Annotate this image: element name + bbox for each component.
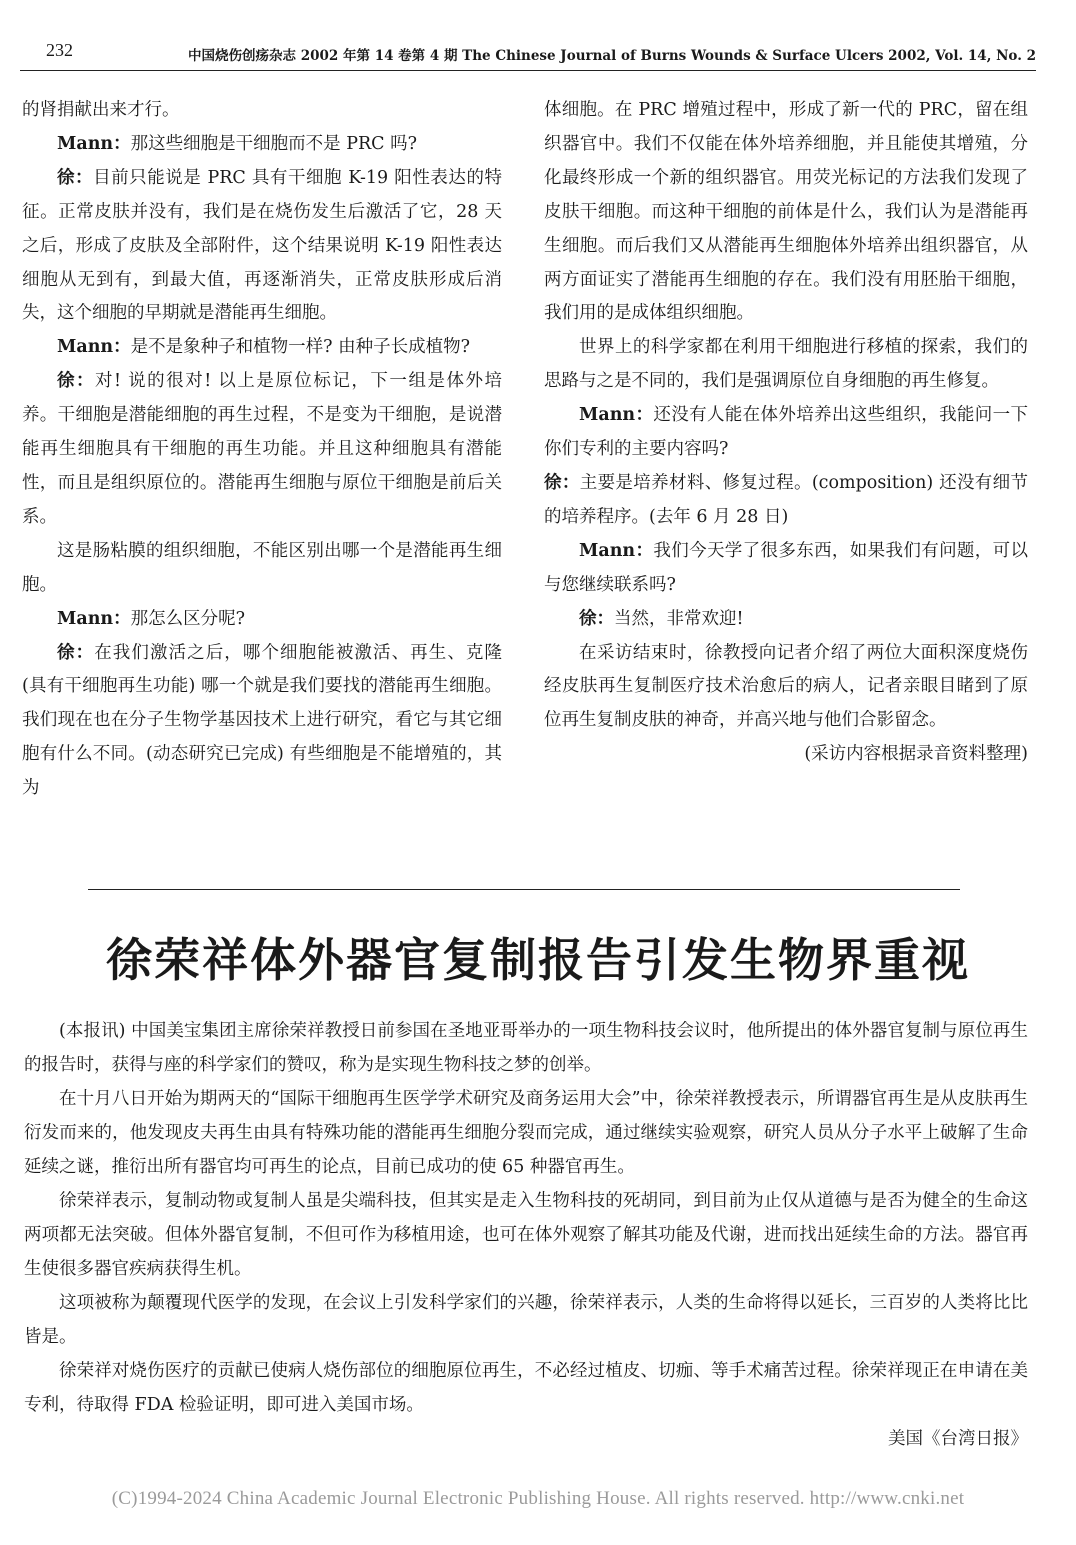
section-divider — [88, 889, 960, 890]
page-header — [46, 40, 1036, 66]
article-paragraph: 这项被称为颠覆现代医学的发现，在会议上引发科学家们的兴趣，徐荣祥表示，人类的生命将得以延长，三百岁的人类将比比皆是。 — [24, 1293, 1028, 1347]
paragraph: Mann：是不是象种子和植物一样? 由种子长成植物? — [57, 337, 470, 358]
paragraph: Mann：还没有人能在体外培养出这些组织，我能问一下你们专利的主要内容吗? — [544, 405, 1028, 460]
paragraph: 徐：当然，非常欢迎! — [579, 608, 744, 629]
paragraph: 的肾捐献出来才行。 — [22, 100, 180, 120]
news-article — [24, 1014, 1028, 1456]
header-rule — [20, 70, 1036, 71]
copyright-footer: (C)1994-2024 China Academic Journal Electronic Publishing House. All rights reserved. http://www.cnki.net — [111, 1488, 965, 1509]
paragraph: 在采访结束时，徐教授向记者介绍了两位大面积深度烧伤经皮肤再生复制医疗技术治愈后的病人，记者亲眼目睹到了原位再生复制皮肤的神奇，并高兴地与他们合影留念。 — [544, 642, 1028, 731]
article-paragraph: 徐荣祥对烧伤医疗的贡献已使病人烧伤部位的细胞原位再生，不必经过植皮、切痂、等手术痛苦过程。徐荣祥现正在申请在美专利，待取得 FDA 检验证明，即可进入美国市场。 — [24, 1361, 1028, 1415]
paragraph: 这是肠粘膜的组织细胞，不能区别出哪一个是潜能再生细胞。 — [22, 540, 502, 595]
article-paragraph: (本报讯) 中国美宝集团主席徐荣祥教授日前参国在圣地亚哥举办的一项生物科技会议时，他所提出的体外器官复制与原位再生的报告时，获得与座的科学家们的赞叹，称为是实现生物科技之梦的创举。 — [24, 1021, 1028, 1075]
page-number: 232 — [46, 40, 73, 60]
paragraph: 徐：对! 说的很对! 以上是原位标记，下一组是体外培养。干细胞是潜能细胞的再生过程，不是变为干细胞，是说潜能再生细胞具有干细胞的再生功能。并且这种细胞具有潜能性，而且是组织原位的。潜能再生细胞与原位干细胞是前后关系。 — [22, 371, 502, 527]
running-title: 中国烧伤创疡杂志 2002 年第 14 卷第 4 期 The Chinese Journal of Burns Wounds & Surface Ulcers 2002, Vol. 14, No. 2 — [188, 48, 1036, 64]
paragraph: Mann：那怎么区分呢? — [57, 608, 246, 629]
article-paragraph: 在十月八日开始为期两天的“国际干细胞再生医学学术研究及商务运用大会”中，徐荣祥教授表示，所谓器官再生是从皮肤再生衍发而来的，他发现皮夫再生由具有特殊功能的潜能再生细胞分裂而完成，通过继续实验观察，研究人员从分子水平上破解了生命延续之谜，推衍出所有器官均可再生的论点，目前已成功的使 65 种器官再生。 — [24, 1089, 1028, 1177]
paragraph: 徐：目前只能说是 PRC 具有干细胞 K-19 阳性表达的特征。正常皮肤并没有，我们是在烧伤发生后激活了它，28 天之后，形成了皮肤及全部附件，这个结果说明 K-19 阳性表达细胞从无到有，到最大值，再逐渐消失，正常皮肤形成后消失，这个细胞的早期就是潜能再生细胞。 — [22, 167, 503, 324]
right-column — [544, 94, 1028, 772]
paragraph: 徐：主要是培养材料、修复过程。(composition) 还没有细节的培养程序。(去年 6 月 28 日) — [544, 472, 1029, 527]
paragraph: Mann：我们今天学了很多东西，如果我们有问题，可以与您继续联系吗? — [544, 540, 1028, 595]
article-source: 美国《台湾日报》 — [888, 1429, 1028, 1449]
left-column — [22, 94, 502, 806]
paragraph: 徐：在我们激活之后，哪个细胞能被激活、再生、克隆 (具有干细胞再生功能) 哪一个就是我们要找的潜能再生细胞。我们现在也在分子生物学基因技术上进行研究，看它与其它细胞有什么不同。(动态研究已完成) 有些细胞是不能增殖的，其为 — [22, 642, 503, 799]
interview-note: (采访内容根据录音资料整理) — [804, 744, 1028, 765]
paragraph: Mann：那这些细胞是干细胞而不是 PRC 吗? — [57, 133, 418, 154]
article-paragraph: 徐荣祥表示，复制动物或复制人虽是尖端科技，但其实是走入生物科技的死胡同，到目前为止仅从道德与是否为健全的生命这两项都无法突破。但体外器官复制，不但可作为移植用途，也可在体外观察了解其功能及代谢，进而找出延续生命的方法。器官再生使很多器官疾病获得生机。 — [24, 1191, 1028, 1279]
paragraph: 世界上的科学家都在利用干细胞进行移植的探索，我们的思路与之是不同的，我们是强调原位自身细胞的再生修复。 — [544, 337, 1028, 392]
article-headline: 徐荣祥体外器官复制报告引发生物界重视 — [106, 933, 970, 987]
paragraph: 体细胞。在 PRC 增殖过程中，形成了新一代的 PRC，留在组织器官中。我们不仅能在体外培养细胞，并且能使其增殖，分化最终形成一个新的组织器官。用荧光标记的方法我们发现了皮肤干细胞。而这种干细胞的前体是什么，我们认为是潜能再生细胞。而后我们又从潜能再生细胞体外培养出组织器官，从两方面证实了潜能再生细胞的存在。我们没有用胚胎干细胞，我们用的是成体组织细胞。 — [544, 100, 1028, 324]
